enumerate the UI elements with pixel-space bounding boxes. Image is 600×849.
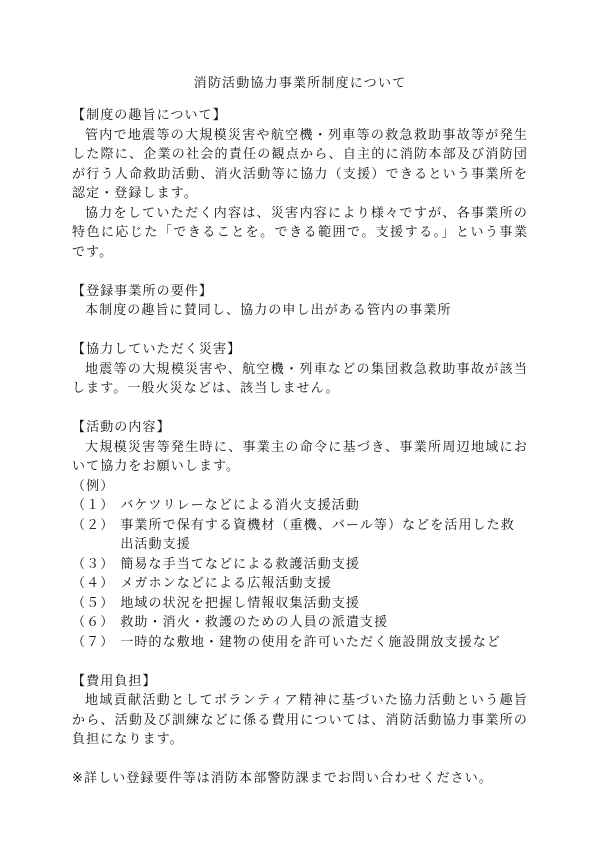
section-heading: 【登録事業所の要件】	[72, 283, 214, 299]
list-item	[72, 633, 528, 653]
paragraph: 協力をしていただく内容は、災害内容により様々ですが、各事業所の特色に応じた「できることを。できる範囲で。支援する。」という事業です。	[72, 205, 528, 260]
paragraph: 管内で地震等の大規模災害や航空機・列車等の救急救助事故等が発生した際に、企業の社会的責任の観点から、自主的に消防本部及び消防団が行う人命救助活動、消火活動等に協力（支援）できるという事業所を認定・登録します。	[72, 127, 528, 201]
document-body	[72, 106, 528, 789]
section-requirements	[72, 282, 528, 321]
list-item	[72, 594, 528, 614]
paragraph: 大規模災害等発生時に、事業主の命令に基づき、事業所周辺地域において協力をお願いします。	[72, 439, 528, 474]
list-text: 事業所で保有する資機材（重機、バール等）などを活用した救出活動支援	[120, 517, 515, 552]
list-text: 救助・消火・救護のための人員の派遣支援	[120, 615, 389, 630]
example-label: （例）	[72, 478, 115, 494]
document-title: 消防活動協力事業所制度について	[193, 76, 407, 91]
list-number: （６）	[72, 615, 115, 630]
list-item	[72, 496, 528, 516]
list-text: メガホンなどによる広報活動支援	[120, 576, 332, 591]
section-purpose	[72, 106, 528, 262]
paragraph: 地域貢献活動としてボランティア精神に基づいた協力活動という趣旨から、活動及び訓練などに係る費用については、消防活動協力事業所の負担になります。	[72, 693, 528, 747]
list-number: （５）	[72, 595, 115, 611]
list-text: 一時的な敷地・建物の使用を許可いただく施設開放支援など	[120, 634, 502, 650]
contact-note: ※詳しい登録要件等は消防本部警防課までお問い合わせください。	[72, 771, 493, 786]
list-item	[72, 555, 528, 575]
section-activities	[72, 418, 528, 652]
paragraph: 本制度の趣旨に賛同し、協力の申し出がある管内の事業所	[85, 303, 452, 318]
list-item	[72, 516, 528, 555]
list-item	[72, 613, 528, 633]
list-number: （１）	[72, 498, 115, 513]
list-number: （３）	[72, 556, 115, 572]
list-text: バケツリレーなどによる消火支援活動	[120, 498, 360, 513]
section-heading: 【協力していただく災害】	[72, 342, 242, 357]
section-heading: 【費用負担】	[72, 673, 157, 689]
list-number: （７）	[72, 634, 115, 650]
list-item	[72, 574, 528, 594]
paragraph: 地震等の大規模災害や、航空機・列車などの集団救急救助事故が該当します。一般火災などは、該当しません。	[72, 361, 528, 396]
section-heading: 【活動の内容】	[72, 420, 171, 435]
list-number: （４）	[72, 576, 115, 591]
list-number: （２）	[72, 517, 115, 533]
list-text: 地域の状況を把握し情報収集活動支援	[120, 595, 361, 611]
section-costs	[72, 672, 528, 750]
section-disasters	[72, 340, 528, 399]
section-heading: 【制度の趣旨について】	[72, 108, 227, 123]
list-text: 簡易な手当てなどによる救護活動支援	[120, 556, 361, 572]
